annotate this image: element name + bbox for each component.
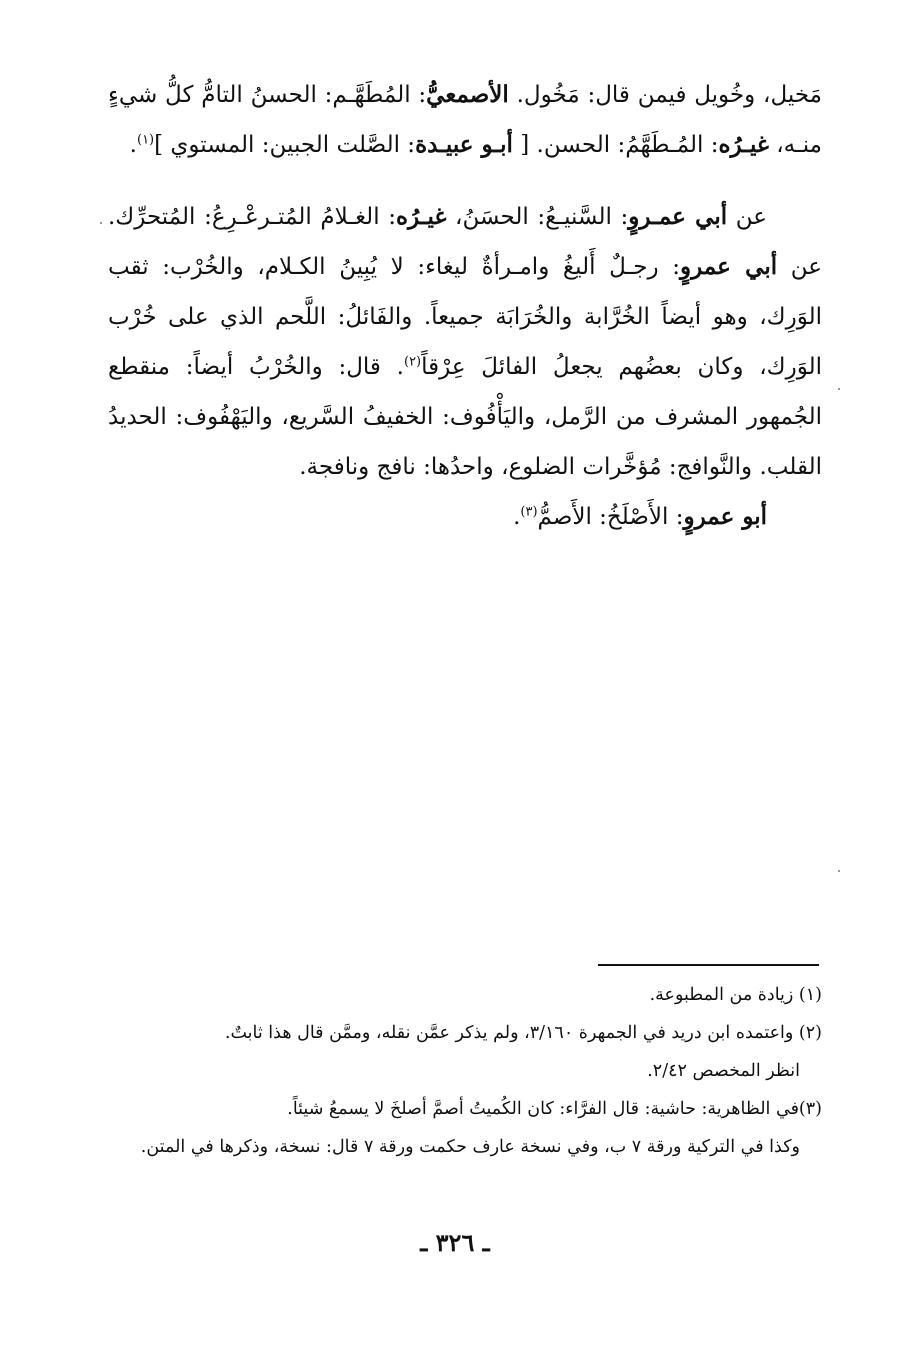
text-span: . قال: والخُرْبُ أيضاً: منقطع الجُمهور المشرف من الرَّمل، واليَأْفُوف: الخفيفُ السَّريع، واليَهْفُوف: الحديدُ القلب. والنَّوافج: مُؤخَّرات الضلوع، واحدُها: نافج ونافجة.	[108, 354, 822, 480]
paragraph-2	[108, 192, 822, 492]
author-name: أبي عمروٍ	[680, 253, 778, 280]
footnote-3-continuation: وكذا في التركية ورقة ٧ ب، وفي نسخة عارف حكمت ورقة ٧ قال: نسخة، وذكرها في المتن.	[140, 1137, 800, 1157]
text-span: مَخيل، وخُويل فيمن قال: مَخُول.	[508, 82, 822, 108]
text-span: .	[129, 132, 137, 158]
footnotes	[104, 976, 822, 1166]
author-name: الأصمعيُّ	[426, 81, 509, 108]
scan-speck	[838, 870, 840, 872]
text-span: : المُطَهَّـم: الحسنُ التامُّ كلُّ شيءٍ منـه،	[108, 82, 822, 158]
footnote-separator	[598, 964, 819, 966]
text-span: .	[513, 504, 521, 530]
footnote-ref: (٢)	[403, 354, 422, 370]
paragraph-1	[108, 70, 822, 170]
scan-speck	[838, 388, 840, 390]
footnote-3: (٣)في الظاهرية: حاشية: قال الفرَّاء: كان الكُميتُ أصمَّ أصلخَ لا يسمعُ شيئاً.	[287, 1099, 822, 1119]
text-span: : السَّنيـعُ: الحسَنُ،	[446, 204, 629, 230]
paragraph-3	[108, 492, 822, 542]
footnote-1: (١) زيادة من المطبوعة.	[649, 985, 822, 1005]
author-name: أبو عمروٍ	[683, 503, 767, 530]
text-span: : الصَّلت الجبين: المستوي ]	[154, 132, 416, 158]
text-span: عن	[727, 204, 767, 230]
text-span: : الأَصْلَخُ: الأَصمُّ	[537, 504, 684, 530]
text-span: : المُـطَهَّمُ: الحسن. [	[512, 132, 719, 158]
footnote-2: (٢) واعتمده ابن دريد في الجمهرة ٣/١٦٠، ولم يذكر عمَّن نقله، وممَّن قال هذا ثابتٌ.	[224, 1023, 822, 1043]
scan-speck	[100, 222, 102, 224]
footnote-2-continuation: انظر المخصص ٢/٤٢.	[647, 1061, 800, 1081]
author-name: غيـرُه	[395, 203, 447, 230]
main-text	[108, 70, 822, 542]
author-name: أبي عمـروٍ	[628, 203, 728, 230]
footnote-ref: (١)	[136, 132, 155, 148]
text-span: : الغـلامُ المُتـرعْـرِعُ: المُتحرِّك. عن	[108, 204, 823, 280]
author-name: غيـرُه	[718, 131, 769, 158]
author-name: أبـو عبيـدة	[415, 131, 513, 158]
footnote-ref: (٣)	[520, 504, 538, 520]
text-span: : رجـلٌ أَليغُ وامـرأةٌ ليغاء: لا يُبِينُ الكـلام، والخُرْب: ثقب الوَرِك، وهو أيضاً الخُرَّابة والخُرَابَة جميعاً. والفَائلُ: اللَّحم الذي على خُرْب الوَرِك، وكان بعضُهم يجعلُ الفائلَ عِرْقاً	[108, 254, 822, 380]
page-number: ـ ٣٢٦ ـ	[420, 1228, 490, 1257]
